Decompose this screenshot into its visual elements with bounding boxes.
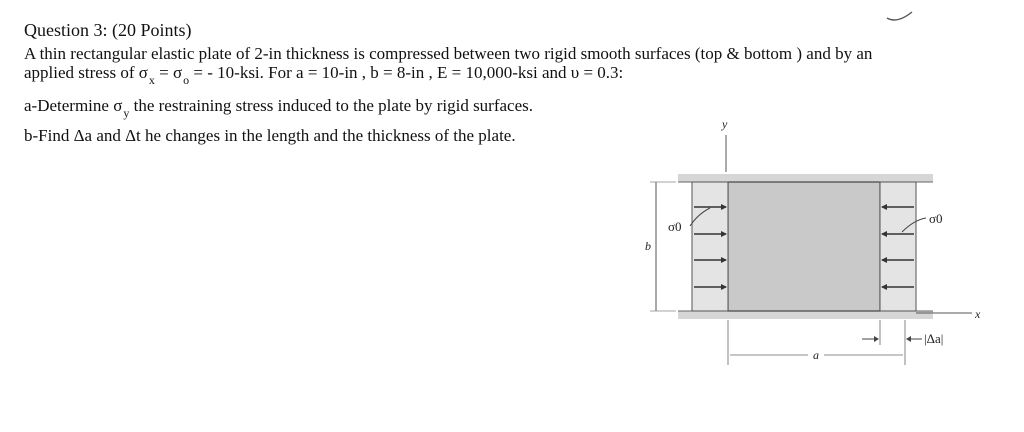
part-a-text-a: a-Determine σ — [24, 96, 123, 115]
problem-statement-line-1: A thin rectangular elastic plate of 2-in thickness is compressed between two rigid smooth surfaces (top & bottom ) and by an — [24, 44, 873, 63]
subscript-x: x — [148, 73, 155, 87]
right-load-block — [880, 182, 916, 311]
a-label: a — [813, 348, 819, 362]
bottom-rigid-surface — [678, 311, 933, 319]
delta-a-label: |Δa| — [924, 331, 944, 346]
part-a-text-b: the restraining stress induced to the plate by rigid surfaces. — [129, 96, 534, 115]
part-b: b-Find Δa and Δt he changes in the length and the thickness of the plate. — [24, 126, 516, 145]
b-label: b — [645, 239, 651, 253]
sigma-right-label: σ0 — [929, 211, 943, 226]
x-axis-label: x — [975, 307, 981, 321]
stress-text-b: = σ — [154, 63, 183, 82]
stress-text-c: = - 10-ksi. For a = 10-in , b = 8-in , E = 10,000-ksi and υ = 0.3: — [189, 63, 624, 82]
question-title: Question 3: (20 Points) — [24, 20, 192, 40]
top-rigid-surface — [678, 174, 933, 182]
stress-text-a: applied stress of σ — [24, 63, 148, 82]
check-mark-icon — [887, 12, 912, 20]
subscript-y: y — [123, 106, 130, 120]
plate — [728, 182, 880, 311]
subscript-o: o — [183, 73, 190, 87]
sigma-left-label: σ0 — [668, 219, 682, 234]
left-load-block — [692, 182, 728, 311]
y-axis-label: y — [722, 117, 728, 131]
